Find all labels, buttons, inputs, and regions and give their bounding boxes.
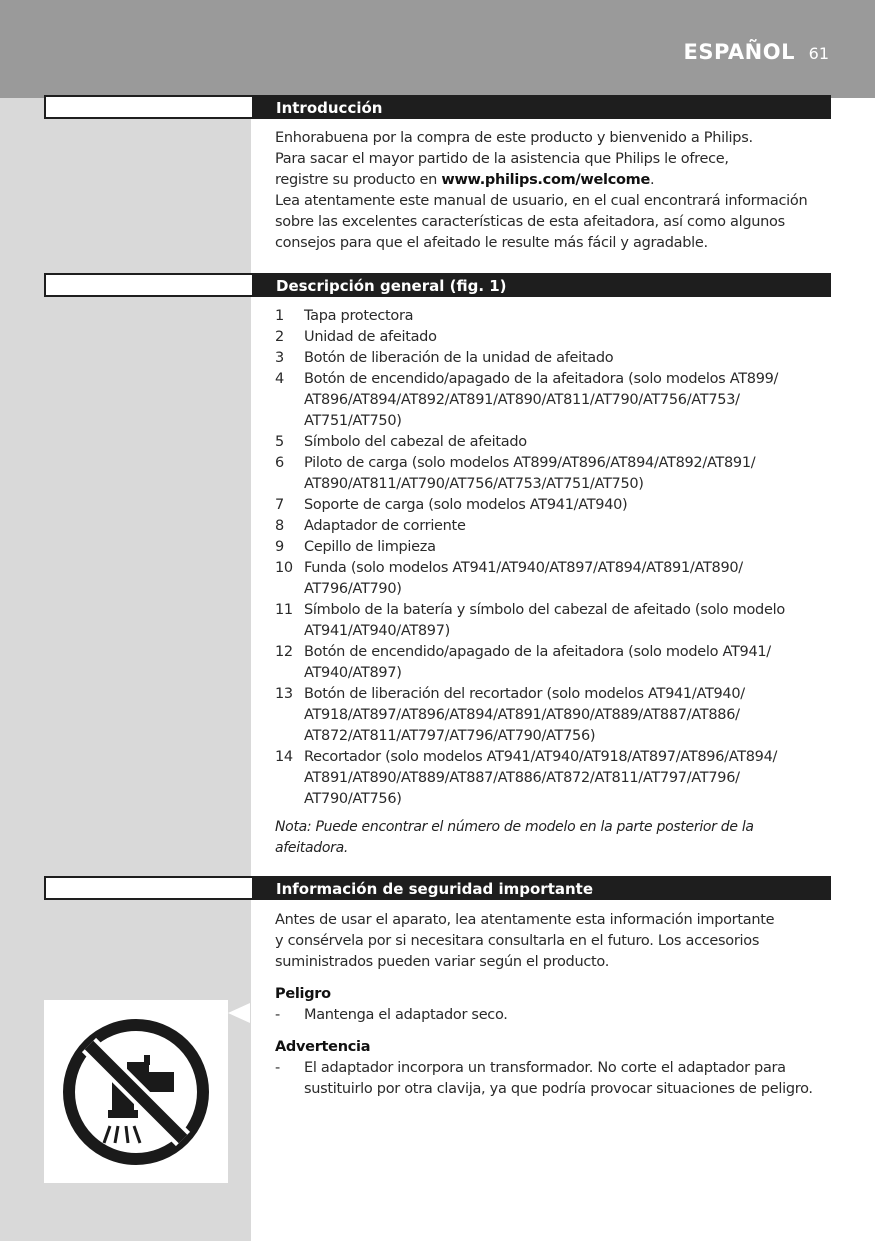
- page-header: [0, 0, 875, 98]
- item-text: AT872/AT811/AT797/AT796/AT790/AT756): [304, 728, 596, 744]
- intro-text: [275, 128, 845, 254]
- item-text: Botón de encendido/apagado de la afeitadora (solo modelo AT941/: [304, 644, 771, 660]
- safety-text: [275, 910, 845, 1100]
- item-text: Funda (solo modelos AT941/AT940/AT897/AT894/AT891/AT890/: [304, 560, 743, 576]
- list-item: [275, 642, 845, 684]
- list-item: [275, 348, 845, 369]
- list-item: [275, 537, 845, 558]
- list-item: [275, 432, 845, 453]
- item-number: 10: [275, 560, 293, 576]
- item-text: AT891/AT890/AT889/AT887/AT886/AT872/AT811/AT797/AT796/: [304, 770, 740, 786]
- parts-list: [275, 306, 845, 810]
- item-text: AT890/AT811/AT790/AT756/AT753/AT751/AT750): [304, 476, 644, 492]
- list-item: [275, 600, 845, 642]
- item-text: Símbolo de la batería y símbolo del cabezal de afeitado (solo modelo: [304, 602, 785, 618]
- item-text: Piloto de carga (solo modelos AT899/AT896/AT894/AT892/AT891/: [304, 455, 756, 471]
- safety-line: Antes de usar el aparato, lea atentamente esta información importante: [275, 912, 775, 928]
- warning-list: [275, 1058, 845, 1100]
- item-number: 6: [275, 455, 284, 471]
- item-number: 11: [275, 602, 293, 618]
- item-number: 4: [275, 371, 284, 387]
- item-text: AT896/AT894/AT892/AT891/AT890/AT811/AT790/AT756/AT753/: [304, 392, 740, 408]
- language-label: ESPAÑOL: [683, 40, 795, 64]
- item-text: Botón de liberación del recortador (solo modelos AT941/AT940/: [304, 686, 745, 702]
- list-item: [275, 327, 845, 348]
- danger-list: [275, 1005, 845, 1026]
- section-title-intro: Introducción: [276, 99, 383, 117]
- list-item: [275, 306, 845, 327]
- item-number: 3: [275, 350, 284, 366]
- item-text: Unidad de afeitado: [304, 329, 437, 345]
- danger-heading: Peligro: [275, 986, 331, 1002]
- item-text: AT918/AT897/AT896/AT894/AT891/AT890/AT889/AT887/AT886/: [304, 707, 740, 723]
- intro-line: Enhorabuena por la compra de este producto y bienvenido a Philips.: [275, 130, 753, 146]
- item-text: Soporte de carga (solo modelos AT941/AT940): [304, 497, 628, 513]
- item-text: Recortador (solo modelos AT941/AT940/AT918/AT897/AT896/AT894/: [304, 749, 778, 765]
- list-item: [275, 495, 845, 516]
- page-number: 61: [808, 44, 829, 63]
- icon-box: [44, 1000, 228, 1183]
- item-text: AT941/AT940/AT897): [304, 623, 451, 639]
- list-item: [275, 558, 845, 600]
- list-item: [275, 747, 845, 810]
- item-text: Cepillo de limpieza: [304, 539, 436, 555]
- intro-line: Para sacar el mayor partido de la asistencia que Philips le ofrece,: [275, 151, 729, 167]
- item-text: Adaptador de corriente: [304, 518, 466, 534]
- item-text: Botón de liberación de la unidad de afeitado: [304, 350, 614, 366]
- item-number: 8: [275, 518, 284, 534]
- item-number: 12: [275, 644, 293, 660]
- item-text: AT796/AT790): [304, 581, 402, 597]
- safety-line: y consérvela por si necesitara consultarla en el futuro. Los accesorios: [275, 933, 760, 949]
- section-bar-intro: [44, 95, 831, 119]
- list-item: [275, 453, 845, 495]
- item-text: AT940/AT897): [304, 665, 402, 681]
- item-number: 2: [275, 329, 284, 345]
- item-text: AT751/AT750): [304, 413, 402, 429]
- list-item: [275, 684, 845, 747]
- warning-heading: Advertencia: [275, 1039, 371, 1055]
- item-number: 9: [275, 539, 284, 555]
- section-bar-overview: [44, 273, 831, 297]
- list-item: - El adaptador incorpora un transformador. No corte el adaptador para sustituirlo por otra clavija, ya que podría provocar situaciones de peligro.: [275, 1060, 813, 1097]
- item-text: Tapa protectora: [304, 308, 414, 324]
- item-text: Símbolo del cabezal de afeitado: [304, 434, 527, 450]
- list-item: [275, 516, 845, 537]
- icon-pointer: [228, 1003, 250, 1023]
- intro-line: registre su producto en www.philips.com/welcome.: [275, 172, 655, 188]
- item-number: 5: [275, 434, 284, 450]
- intro-line: sobre las excelentes características de esta afeitadora, así como algunos: [275, 214, 785, 230]
- item-number: 13: [275, 686, 293, 702]
- item-number: 7: [275, 497, 284, 513]
- safety-line: suministrados pueden variar según el producto.: [275, 954, 610, 970]
- section-title-safety: Información de seguridad importante: [276, 880, 594, 898]
- item-text: Botón de encendido/apagado de la afeitadora (solo modelos AT899/: [304, 371, 779, 387]
- welcome-link[interactable]: www.philips.com/welcome: [441, 172, 651, 188]
- intro-line: Lea atentamente este manual de usuario, en el cual encontrará información: [275, 193, 808, 209]
- item-text: AT790/AT756): [304, 791, 402, 807]
- no-water-tap-icon: [44, 1000, 228, 1183]
- item-number: 1: [275, 308, 284, 324]
- intro-line: consejos para que el afeitado le resulte más fácil y agradable.: [275, 235, 708, 251]
- section-title-overview: Descripción general (fig. 1): [276, 277, 507, 295]
- list-item: [275, 369, 845, 432]
- section-bar-safety: [44, 876, 831, 900]
- item-number: 14: [275, 749, 293, 765]
- model-note: Nota: Puede encontrar el número de modelo en la parte posterior de la afeitadora.: [275, 819, 754, 856]
- list-item: - Mantenga el adaptador seco.: [275, 1007, 508, 1023]
